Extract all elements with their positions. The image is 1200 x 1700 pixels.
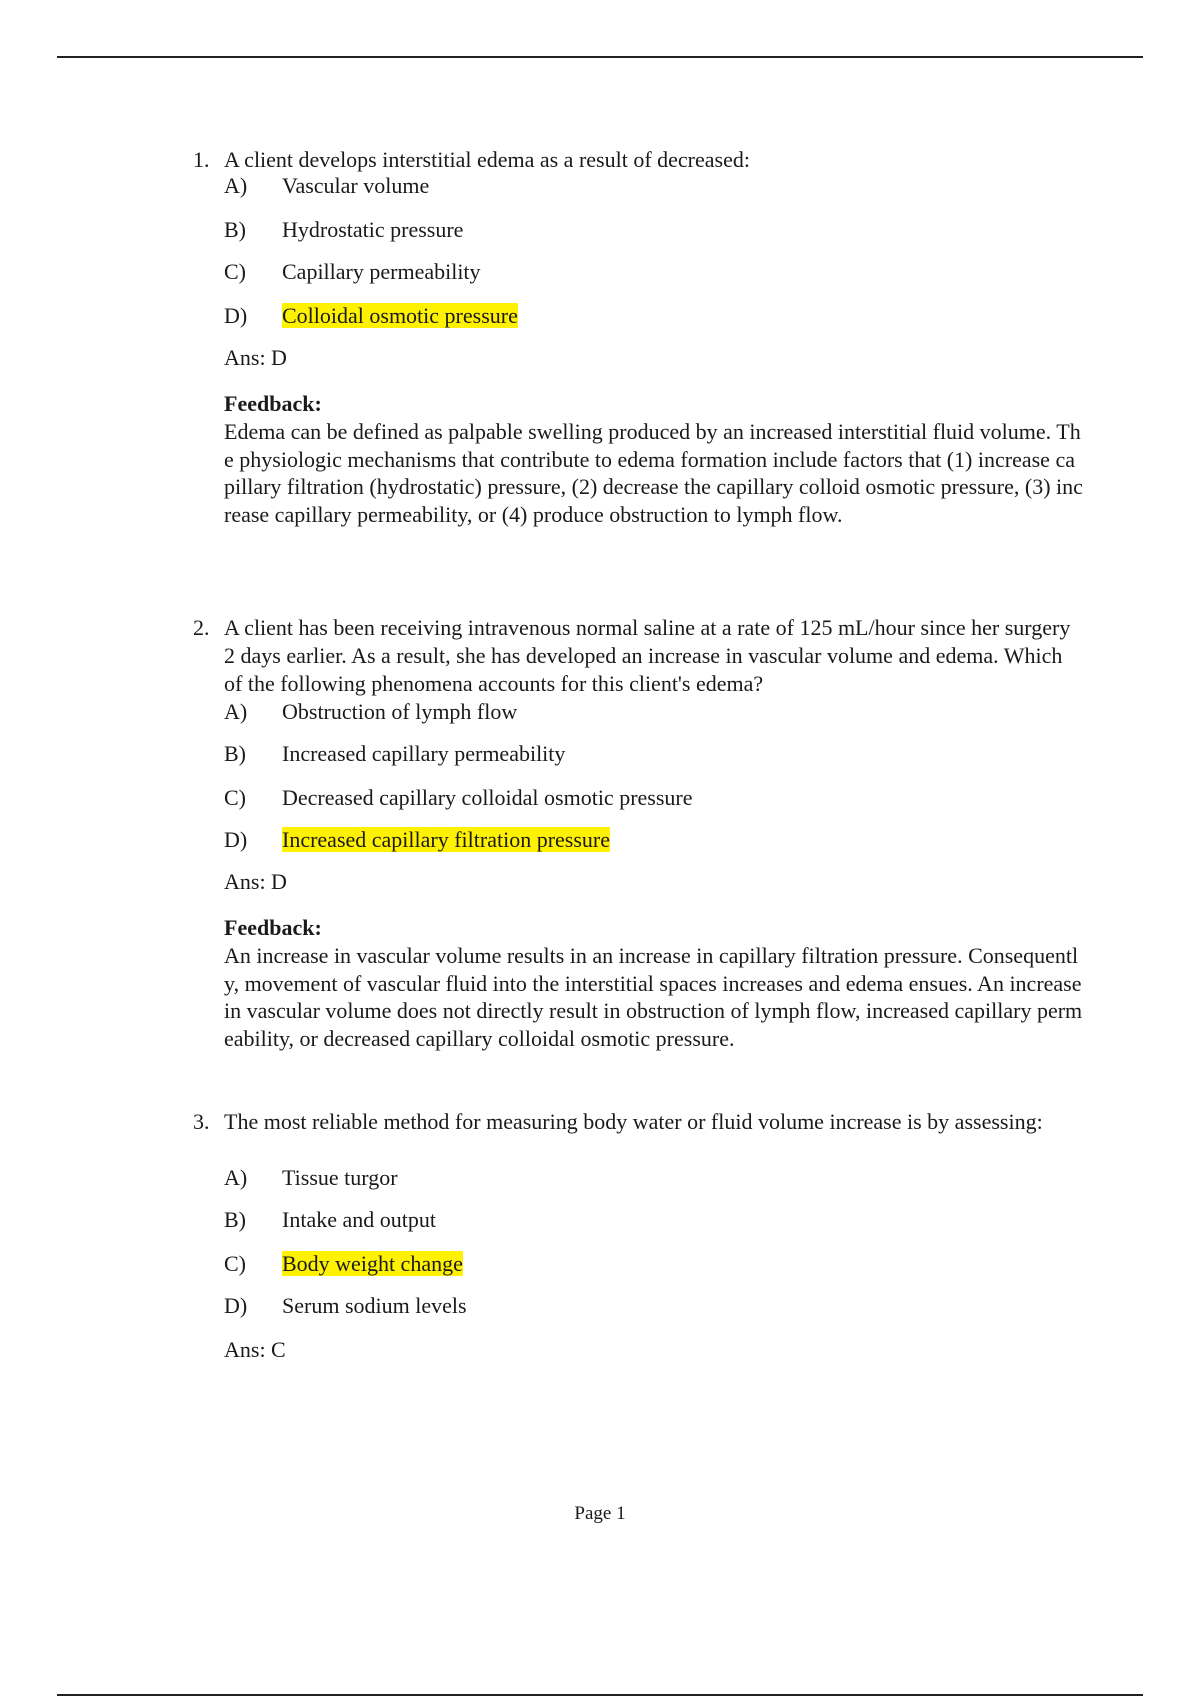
option-text: Serum sodium levels — [282, 1293, 467, 1318]
feedback-heading: Feedback: — [224, 391, 322, 416]
page-number: Page 1 — [574, 1503, 626, 1524]
option-text: Obstruction of lymph flow — [282, 699, 518, 724]
option-text: Decreased capillary colloidal osmotic pressure — [282, 785, 693, 810]
question-stem: A client has been receiving intravenous normal saline at a rate of 125 mL/hour since her surgery 2 days earlier. As a result, she has developed an increase in vascular volume and edema. Which of the following phenomena accounts for this client's edema? — [224, 615, 1071, 696]
question-number: 3. — [193, 1109, 210, 1134]
option-text: Capillary permeability — [282, 259, 481, 284]
option-letter: A) — [224, 173, 248, 198]
answer-key: Ans: D — [224, 869, 287, 894]
option-b — [224, 1206, 436, 1234]
option-letter: C) — [224, 1251, 246, 1276]
question-stem: The most reliable method for measuring body water or fluid volume increase is by assessing: — [224, 1109, 1043, 1134]
question-number: 1. — [193, 147, 210, 172]
option-a — [224, 698, 517, 726]
option-letter: A) — [224, 1165, 248, 1190]
option-letter: C) — [224, 785, 246, 810]
option-a — [224, 1164, 398, 1192]
feedback-heading: Feedback: — [224, 915, 322, 940]
option-c — [224, 1250, 463, 1278]
correct-option-highlight: Body weight change — [282, 1251, 463, 1276]
option-letter: B) — [224, 741, 246, 766]
answer-key: Ans: C — [224, 1337, 286, 1362]
answer-key: Ans: D — [224, 345, 287, 370]
option-text: Intake and output — [282, 1207, 436, 1232]
correct-option-highlight: Increased capillary filtration pressure — [282, 827, 611, 852]
option-d — [224, 1292, 467, 1320]
option-letter: A) — [224, 699, 248, 724]
option-b — [224, 740, 565, 768]
option-letter: C) — [224, 259, 246, 284]
option-letter: B) — [224, 217, 246, 242]
feedback-text: An increase in vascular volume results in an increase in capillary filtration pressure. Consequently, movement of vascular fluid into the interstitial spaces increases and edema ensues. An increase in vascular volume does not directly result in obstruction of lymph flow, increased capillary permeability, or decreased capillary colloidal osmotic pressure. — [224, 943, 1083, 1051]
option-letter: B) — [224, 1207, 246, 1232]
option-text: Tissue turgor — [282, 1165, 398, 1190]
option-letter: D) — [224, 827, 248, 852]
option-text: Hydrostatic pressure — [282, 217, 464, 242]
option-text: Increased capillary permeability — [282, 741, 566, 766]
header-rule — [57, 56, 1143, 58]
option-b — [224, 216, 463, 244]
option-a — [224, 172, 429, 200]
option-d — [224, 302, 518, 330]
option-letter: D) — [224, 303, 248, 328]
question-number: 2. — [193, 615, 210, 640]
option-text: Vascular volume — [282, 173, 430, 198]
option-d — [224, 826, 610, 854]
option-c — [224, 784, 693, 812]
feedback-text: Edema can be defined as palpable swelling produced by an increased interstitial fluid volume. The physiologic mechanisms that contribute to edema formation include factors that (1) increase capillary filtration (hydrostatic) pressure, (2) decrease the capillary colloid osmotic pressure, (3) increase capillary permeability, or (4) produce obstruction to lymph flow. — [224, 419, 1083, 527]
footer-rule — [57, 1694, 1143, 1696]
question-stem: A client develops interstitial edema as a result of decreased: — [224, 147, 750, 172]
option-c — [224, 258, 481, 286]
correct-option-highlight: Colloidal osmotic pressure — [282, 303, 518, 328]
option-letter: D) — [224, 1293, 248, 1318]
